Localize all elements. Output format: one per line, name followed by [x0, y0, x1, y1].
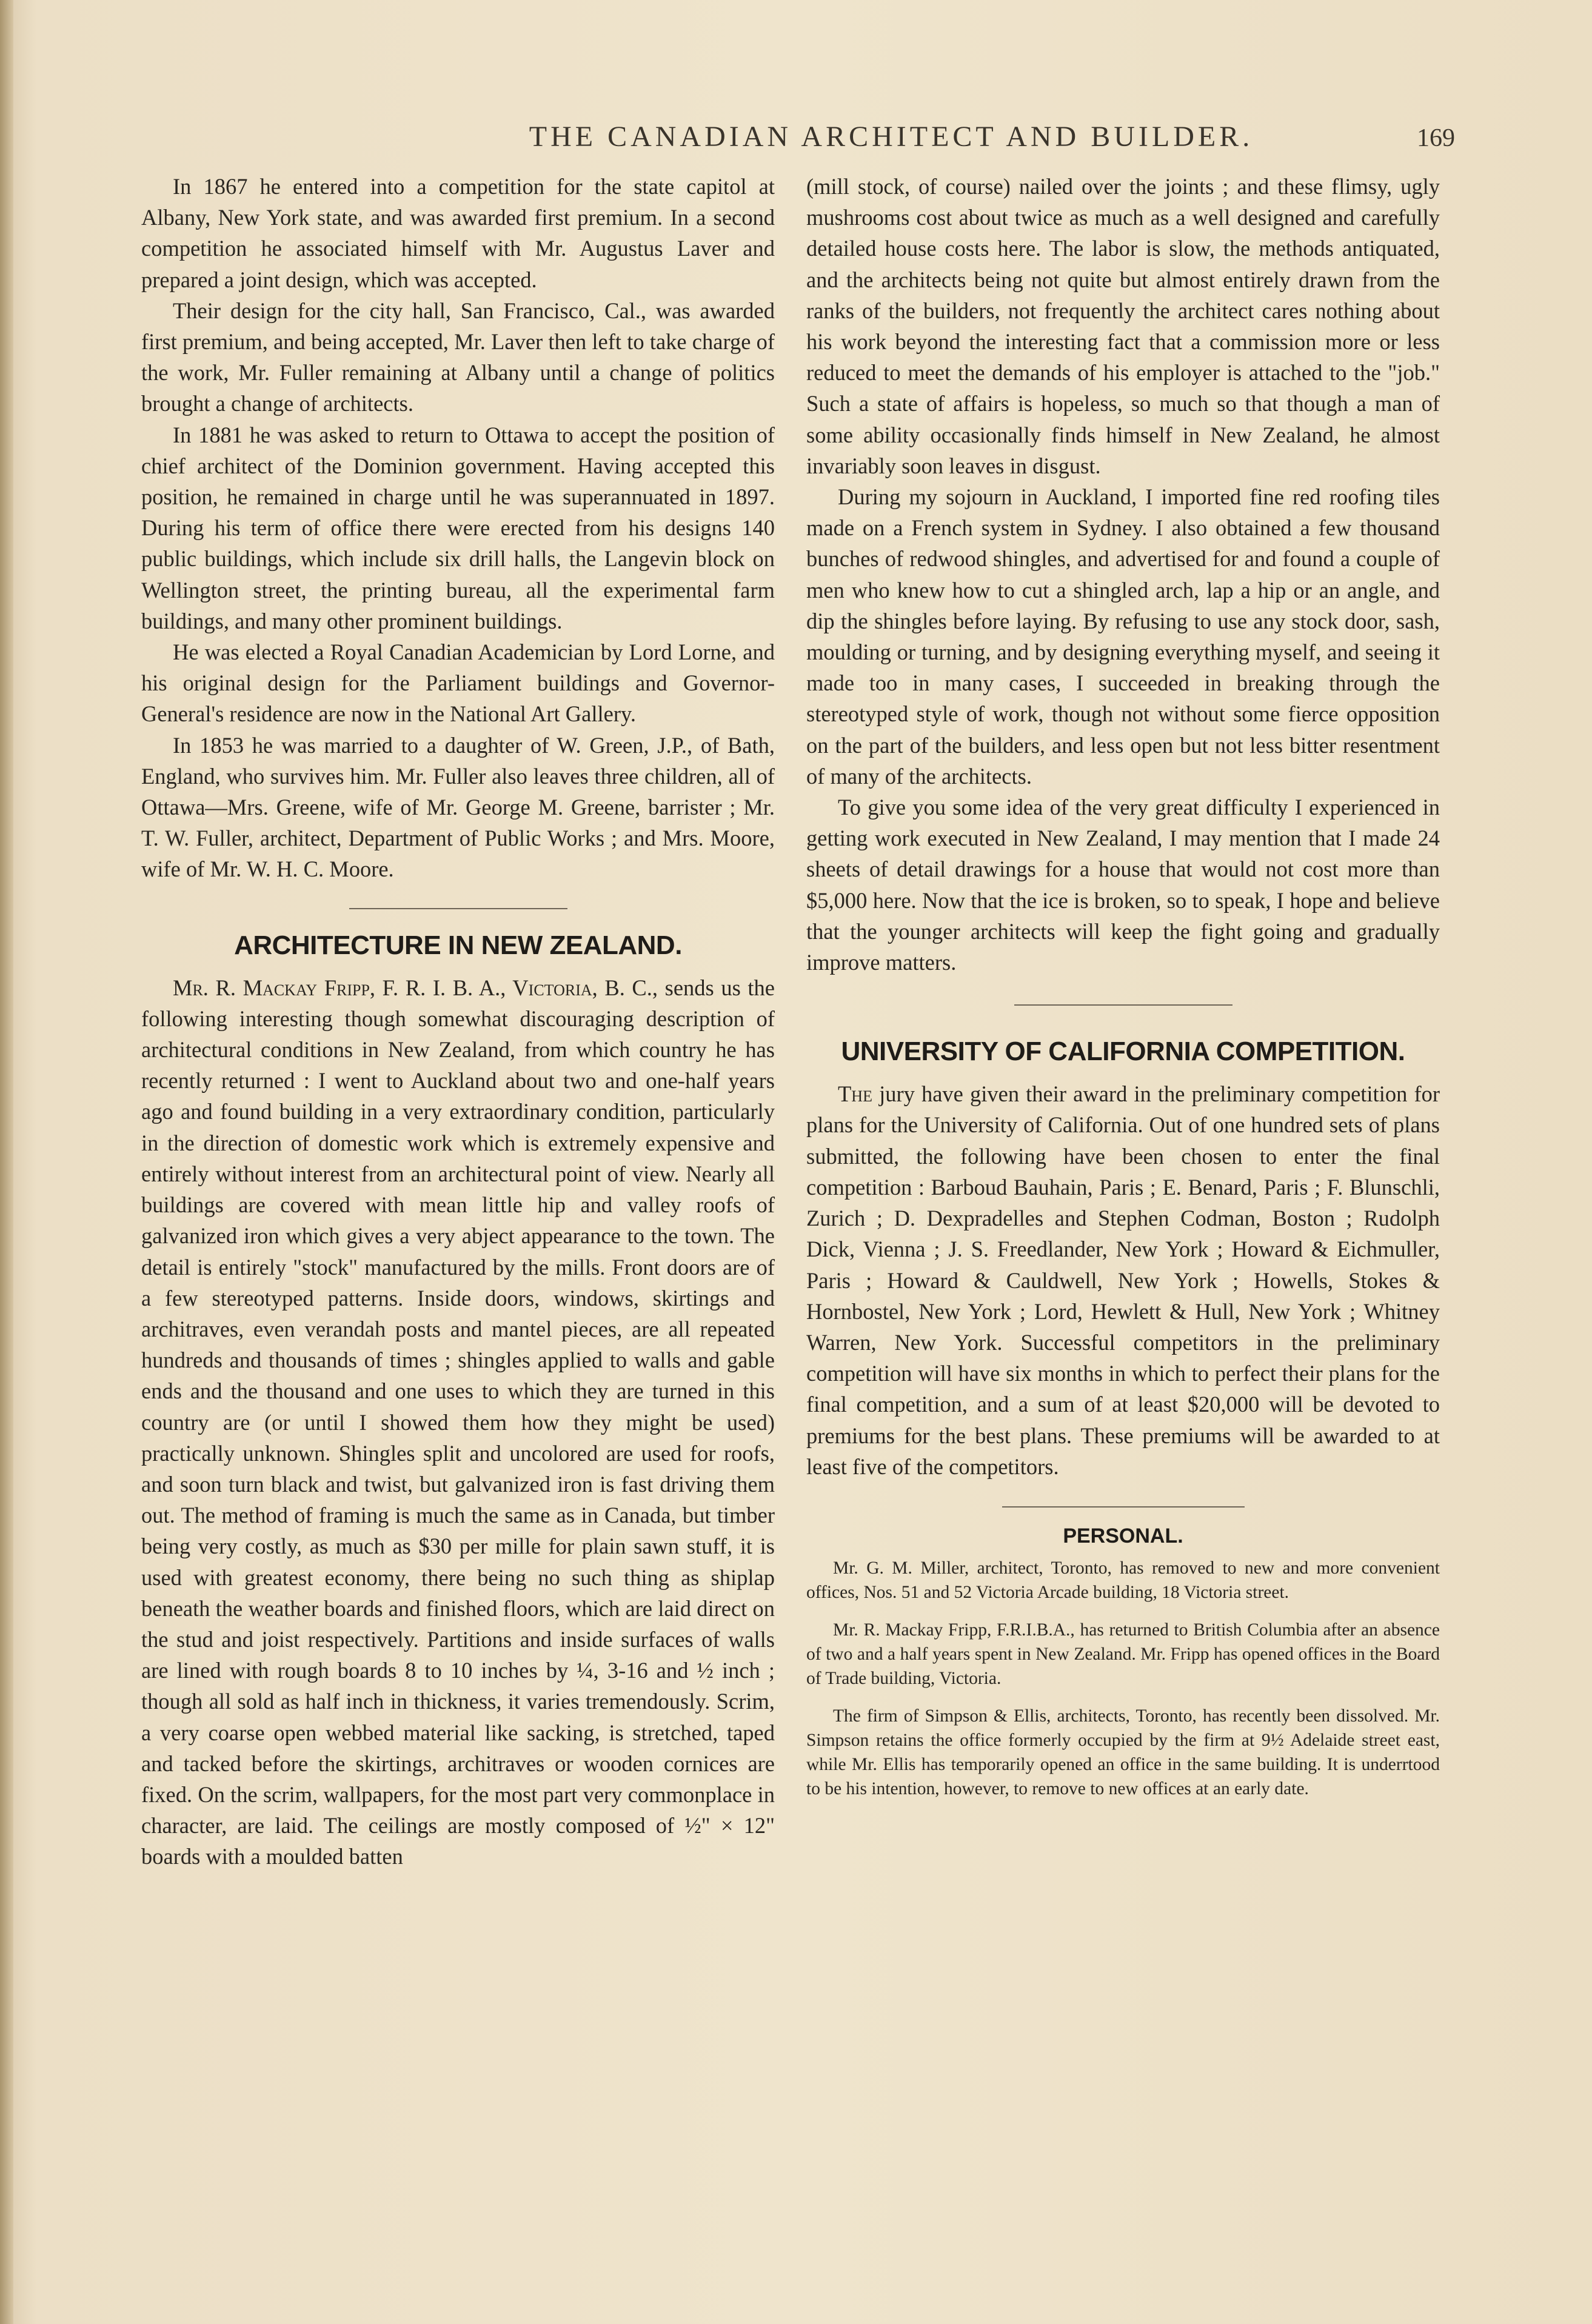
paragraph: (mill stock, of course) nailed over the joints ; and these flimsy, ugly mushrooms cost about twice as much as a well designed and carefully detailed house costs here. The labor is slow, the methods antiquated, and the architects being not quite but almost entirely drawn from the ranks of the builders, not frequently the architect cares nothing about his work beyond the interesting fact that a commission more or less reduced to meet the demands of his employer is attached to the "job." Such a state of affairs is hopeless, so much so that though a man of some ability occasionally finds himself in New Zealand, he almost invariably soon leaves in disgust. [806, 174, 1440, 478]
paragraph: In 1853 he was married to a daughter of W. Green, J.P., of Bath, England, who survives him. Mr. Fuller also leaves three children, all of Ottawa—Mrs. Greene, wife of Mr. George M. Greene, barrister ; Mr. T. W. Fuller, architect, Department of Public Works ; and Mrs. Moore, wife of Mr. W. H. C. Moore. [141, 732, 775, 882]
running-head: THE CANADIAN ARCHITECT AND BUILDER. [529, 121, 1254, 153]
personal-note: The firm of Simpson & Ellis, architects, Toronto, has recently been dissolved. Mr. Simpson retains the office formerly occupied by the firm at 9½ Adelaide street east, while Mr. Ellis has temporarily opened an office in the same building. It is underrtood to be his intention, however, to remove to new offices at an early date. [806, 1706, 1440, 1798]
article-body: sends us the following interesting though somewhat discouraging description of architectural conditions in New Zealand, from which country he has recently returned : I went to Auckland about two and one-half years ago and found building in a very extraordinary condition, particularly in the direction of domestic work which is extremely expensive and entirely without interest from an architectural point of view. Nearly all buildings are covered with mean little hip and valley roofs of galvanized iron which gives a very abject appearance to the town. The detail is entirely "stock" manufactured by the mills. Front doors are of a few stereotyped patterns. Inside doors, windows, skirtings and architraves, even verandah posts and mantel pieces, are all repeated hundreds and thousands of times ; shingles applied to walls and gable ends and the thousand and one uses to which they are turned in this country are (or until I showed them how they might be used) practically unknown. Shingles split and uncolored are used for roofs, and soon turn black and twist, but galvanized iron is fast driving them out. The method of framing is much the same as in Canada, but timber being very costly, as much as $30 per mille for plain sawn stuff, it is used with greatest economy, there being no such thing as shiplap beneath the weather boards and finished floors, which are laid direct on the stud and joist respectively. Partitions and inside surfaces of walls are lined with rough boards 8 to 10 inches by ¼, 3-16 and ½ inch ; though all sold as half inch in thickness, it varies tremendously. Scrim, a very coarse open webbed material like sacking, is stretched, taped and tacked before the skirtings, architraves or wooden cornices are fixed. On the scrim, wallpapers, for the most part very commonplace in character, are laid. The ceilings are mostly composed of ½" × 12" boards with a moulded batten [141, 975, 775, 1869]
left-column [141, 171, 775, 1872]
section-title-university-of-california: UNIVERSITY OF CALIFORNIA COMPETITION. [841, 1037, 1405, 1067]
article-lead-in: The [838, 1081, 872, 1107]
paragraph: In 1867 he entered into a competition for the state capitol at Albany, New York state, and was awarded first premium. In a second competition he associated himself with Mr. Augustus Laver and prepared a joint design, which was accepted. [141, 174, 775, 292]
section-divider [349, 908, 567, 909]
section-title-new-zealand: ARCHITECTURE IN NEW ZEALAND. [234, 930, 682, 960]
article-lead-in: Mr. R. Mackay Fripp, F. R. I. B. A., Victoria, B. C., [173, 975, 658, 1000]
section-divider [1014, 1004, 1232, 1006]
page-header [182, 115, 1455, 164]
article-paragraph [141, 972, 775, 1872]
paragraph: During my sojourn in Auckland, I imported fine red roofing tiles made on a French system in Sydney. I also obtained a few thousand bunches of redwood shingles, and advertised for and found a couple of men who knew how to cut a shingled arch, lap a hip or an angle, and dip the shingles before laying. By refusing to use any stock door, sash, moulding or turning, and by designing everything myself, and seeing it made too in many cases, I succeeded in breaking through the stereotyped style of work, though not without some fierce opposition on the part of the builders, and less open but not less bitter resentment of many of the architects. [806, 484, 1440, 789]
paragraph: In 1881 he was asked to return to Ottawa to accept the position of chief architect of the Dominion government. Having accepted this position, he remained in charge until he was superannuated in 1897. During his term of office there were erected from his designs 140 public buildings, which include six drill halls, the Langevin block on Wellington street, the printing bureau, all the experimental farm buildings, and many other prominent buildings. [141, 422, 775, 633]
paragraph: To give you some idea of the very great difficulty I experienced in getting work executed in New Zealand, I may mention that I made 24 sheets of detail drawings for a house that would not cost more than $5,000 here. Now that the ice is broken, so to speak, I hope and believe that the younger architects will keep the fight going and gradually improve matters. [806, 795, 1440, 975]
personal-note: Mr. G. M. Miller, architect, Toronto, has removed to new and more convenient offices, Nos. 51 and 52 Victoria Arcade building, 18 Victoria street. [806, 1558, 1440, 1602]
paragraph: Their design for the city hall, San Francisco, Cal., was awarded first premium, and being accepted, Mr. Laver then left to take charge of the work, Mr. Fuller remaining at Albany until a change of politics brought a change of architects. [141, 298, 775, 416]
personal-notes [806, 1556, 1440, 1801]
personal-note: Mr. R. Mackay Fripp, F.R.I.B.A., has returned to British Columbia after an absence of two and a half years spent in New Zealand. Mr. Fripp has opened offices in the Board of Trade building, Victoria. [806, 1620, 1440, 1688]
section-divider [1002, 1506, 1245, 1508]
page-spine-shadow [0, 0, 13, 2324]
page-number: 169 [1417, 124, 1455, 152]
section-title-personal: PERSONAL. [1063, 1524, 1183, 1548]
right-column [806, 171, 1440, 1814]
article-body: jury have given their award in the preliminary competition for plans for the University of California. Out of one hundred sets of plans submitted, the following have been chosen to enter the final competition : Barboud Bauhain, Paris ; E. Benard, Paris ; F. Blunschli, Zurich ; D. Dexpradelles and Stephen Codman, Boston ; Rudolph Dick, Vienna ; J. S. Freedlander, New York ; Howard & Eichmuller, Paris ; Howard & Cauldwell, New York ; Howells, Stokes & Hornbostel, New York ; Lord, Hewlett & Hull, New York ; Whitney Warren, New York. Successful competitors in the preliminary competition will have six months in which to perfect their plans for the final competition, and a sum of at least $20,000 will be devoted to premiums for the best plans. These premiums will be awarded to at least five of the competitors. [806, 1081, 1440, 1479]
paragraph: He was elected a Royal Canadian Academician by Lord Lorne, and his original design for the Parliament buildings and Governor-General's residence are now in the National Art Gallery. [141, 639, 775, 727]
article-paragraph [806, 1078, 1440, 1482]
